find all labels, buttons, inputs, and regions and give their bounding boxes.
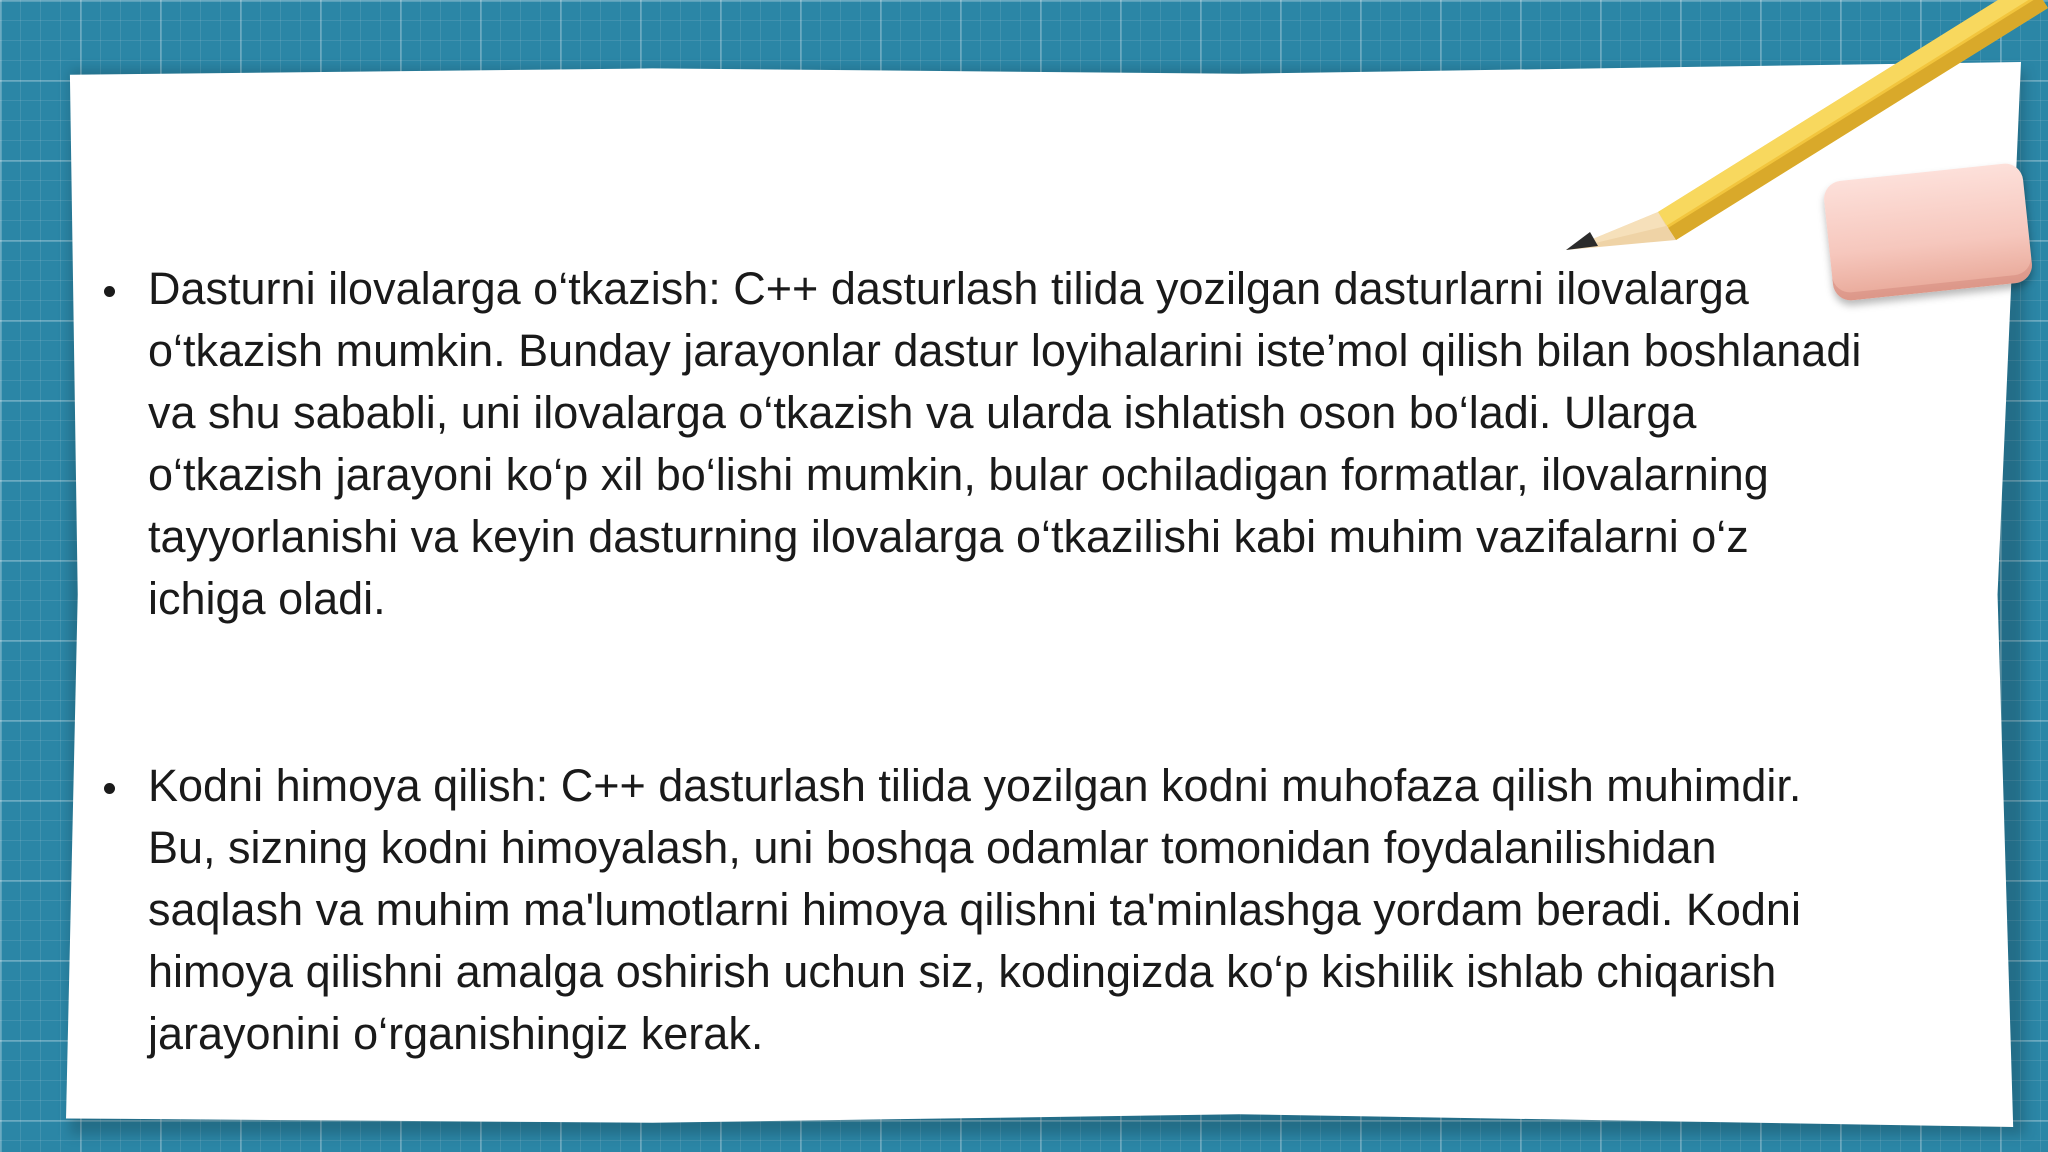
bullet-dot [104,286,115,297]
eraser-icon [1822,162,2033,302]
bullet-dot [104,783,115,794]
slide-content [98,258,1878,1065]
bullet-text: Kodni himoya qilish: C++ dasturlash tilida yozilgan kodni muhofaza qilish muhimdir. Bu, sizning kodni himoyalash, uni boshqa odamlar tomonidan foydalanilishidan saqlash va muhim ma'lumotlarni himoya qilishni ta'minlashga yordam beradi. Kodni himoya qilishni amalga oshirish uchun siz, kodingizda ko‘p kishilik ishlab chiqarish jarayonini o‘rganishingiz kerak. [148,760,1802,1059]
bullet-text: Dasturni ilovalarga o‘tkazish: C++ dasturlash tilida yozilgan dasturlarni ilovalarga o‘tkazish mumkin. Bunday jarayonlar dastur loyihalarini iste’mol qilish bilan boshlanadi va shu sababli, uni ilovalarga o‘tkazish va ularda ishlatish oson bo‘ladi. Ularga o‘tkazish jarayoni ko‘p xil bo‘lishi mumkin, bular ochiladigan formatlar, ilovalarning tayyorlanishi va keyin dasturning ilovalarga o‘tkazilishi kabi muhim vazifalarni o‘z ichiga oladi. [148,263,1862,624]
bullet-item-porting [98,258,1878,630]
bullet-item-code-protection [98,755,1878,1065]
bullet-list [98,258,1878,1065]
